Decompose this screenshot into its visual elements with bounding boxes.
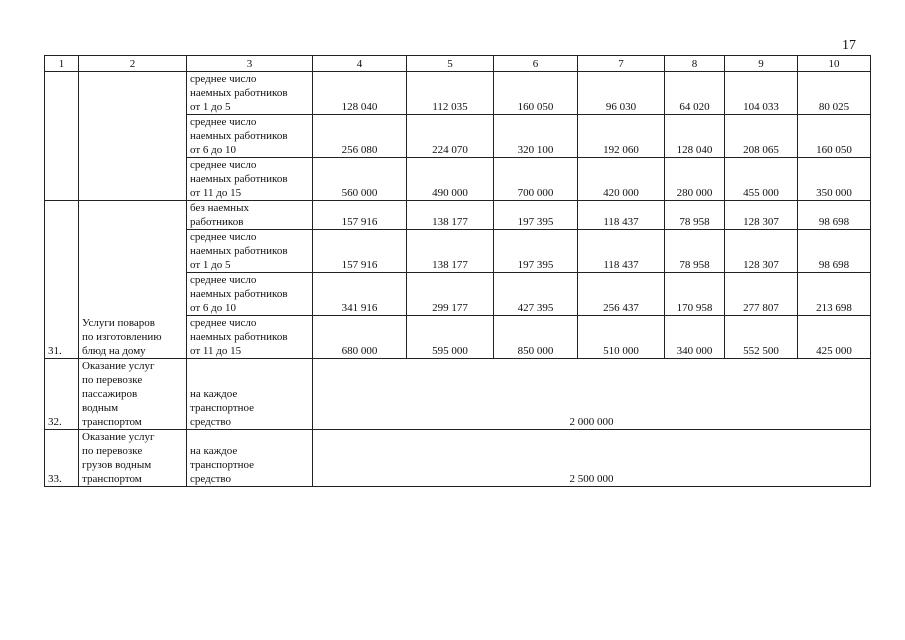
value-cell: 138 177	[407, 230, 494, 273]
condition-line: среднее число	[190, 317, 257, 329]
value-cell: 118 437	[578, 201, 665, 230]
service-line: грузов водным	[82, 459, 152, 471]
condition-line: работников	[190, 216, 244, 228]
condition-line: наемных работников	[190, 130, 288, 142]
value-cell: 299 177	[407, 273, 494, 316]
service-line: по перевозке	[82, 445, 143, 457]
value-cell: 128 040	[313, 72, 407, 115]
value-cell: 157 916	[313, 230, 407, 273]
condition-cell	[187, 230, 313, 273]
value-cell: 510 000	[578, 316, 665, 359]
column-number: 4	[313, 56, 407, 72]
condition-line: наемных работников	[190, 331, 288, 343]
value-cell: 340 000	[665, 316, 725, 359]
value-cell: 197 395	[494, 230, 578, 273]
item-number-cell: 32.	[45, 359, 79, 430]
value-cell: 170 958	[665, 273, 725, 316]
value-cell: 96 030	[578, 72, 665, 115]
condition-cell	[187, 273, 313, 316]
value-cell: 490 000	[407, 158, 494, 201]
service-line: блюд на дому	[82, 345, 146, 357]
condition-line: от 1 до 5	[190, 259, 231, 271]
condition-line: среднее число	[190, 159, 257, 171]
condition-line: наемных работников	[190, 288, 288, 300]
column-number: 1	[45, 56, 79, 72]
service-line: транспортом	[82, 473, 142, 485]
item-number-cell: 31.	[45, 201, 79, 359]
table-row	[45, 430, 871, 487]
column-number: 3	[187, 56, 313, 72]
item-number-cell	[45, 72, 79, 201]
value-cell: 427 395	[494, 273, 578, 316]
value-cell: 341 916	[313, 273, 407, 316]
condition-line: средство	[190, 416, 232, 428]
value-cell: 160 050	[798, 115, 871, 158]
value-cell: 160 050	[494, 72, 578, 115]
condition-cell	[187, 201, 313, 230]
service-line: транспортом	[82, 416, 142, 428]
service-line: Оказание услуг	[82, 360, 155, 372]
column-number: 7	[578, 56, 665, 72]
condition-line: от 6 до 10	[190, 302, 237, 314]
condition-line: среднее число	[190, 116, 257, 128]
condition-line: наемных работников	[190, 245, 288, 257]
condition-cell	[187, 430, 313, 487]
item-number-cell: 33.	[45, 430, 79, 487]
service-line: по перевозке	[82, 374, 143, 386]
value-cell: 420 000	[578, 158, 665, 201]
value-cell: 425 000	[798, 316, 871, 359]
value-cell: 197 395	[494, 201, 578, 230]
value-cell: 98 698	[798, 230, 871, 273]
value-cell: 256 080	[313, 115, 407, 158]
value-cell: 700 000	[494, 158, 578, 201]
value-cell: 280 000	[665, 158, 725, 201]
value-cell: 78 958	[665, 201, 725, 230]
column-number: 9	[725, 56, 798, 72]
value-cell: 104 033	[725, 72, 798, 115]
value-cell: 112 035	[407, 72, 494, 115]
value-cell: 64 020	[665, 72, 725, 115]
value-cell: 128 040	[665, 115, 725, 158]
value-cell: 680 000	[313, 316, 407, 359]
value-cell: 552 500	[725, 316, 798, 359]
column-number-row	[45, 56, 871, 72]
value-cell: 192 060	[578, 115, 665, 158]
condition-line: транспортное	[190, 459, 255, 471]
condition-line: среднее число	[190, 274, 257, 286]
page-number: 17	[842, 38, 856, 53]
service-line: Оказание услуг	[82, 431, 155, 443]
service-cell	[79, 201, 187, 359]
condition-line: без наемных	[190, 202, 249, 214]
value-cell: 157 916	[313, 201, 407, 230]
condition-line: от 11 до 15	[190, 345, 242, 357]
column-number: 5	[407, 56, 494, 72]
condition-line: от 1 до 5	[190, 101, 231, 113]
value-cell: 277 807	[725, 273, 798, 316]
value-cell: 138 177	[407, 201, 494, 230]
value-cell: 224 070	[407, 115, 494, 158]
value-cell: 213 698	[798, 273, 871, 316]
condition-cell	[187, 316, 313, 359]
tariff-table	[44, 55, 871, 487]
condition-cell	[187, 115, 313, 158]
condition-line: на каждое	[190, 388, 238, 400]
condition-line: от 6 до 10	[190, 144, 237, 156]
value-cell: 118 437	[578, 230, 665, 273]
condition-cell	[187, 72, 313, 115]
merged-value-cell: 2 000 000	[313, 359, 871, 430]
condition-line: на каждое	[190, 445, 238, 457]
value-cell: 850 000	[494, 316, 578, 359]
table-row	[45, 359, 871, 430]
service-cell	[79, 359, 187, 430]
condition-cell	[187, 158, 313, 201]
value-cell: 80 025	[798, 72, 871, 115]
condition-line: среднее число	[190, 231, 257, 243]
table-row	[45, 201, 871, 230]
service-cell	[79, 72, 187, 201]
value-cell: 208 065	[725, 115, 798, 158]
value-cell: 350 000	[798, 158, 871, 201]
condition-cell	[187, 359, 313, 430]
value-cell: 560 000	[313, 158, 407, 201]
value-cell: 78 958	[665, 230, 725, 273]
condition-line: от 11 до 15	[190, 187, 242, 199]
table-row	[45, 72, 871, 115]
column-number: 10	[798, 56, 871, 72]
condition-line: транспортное	[190, 402, 255, 414]
value-cell: 320 100	[494, 115, 578, 158]
column-number: 2	[79, 56, 187, 72]
value-cell: 128 307	[725, 201, 798, 230]
value-cell: 256 437	[578, 273, 665, 316]
value-cell: 455 000	[725, 158, 798, 201]
value-cell: 128 307	[725, 230, 798, 273]
service-line: Услуги поваров	[82, 317, 155, 329]
condition-line: средство	[190, 473, 232, 485]
service-cell	[79, 430, 187, 487]
condition-line: наемных работников	[190, 173, 288, 185]
service-line: по изготовлению	[82, 331, 162, 343]
service-line: водным	[82, 402, 119, 414]
condition-line: среднее число	[190, 73, 257, 85]
merged-value-cell: 2 500 000	[313, 430, 871, 487]
value-cell: 98 698	[798, 201, 871, 230]
column-number: 8	[665, 56, 725, 72]
service-line: пассажиров	[82, 388, 138, 400]
column-number: 6	[494, 56, 578, 72]
value-cell: 595 000	[407, 316, 494, 359]
condition-line: наемных работников	[190, 87, 288, 99]
